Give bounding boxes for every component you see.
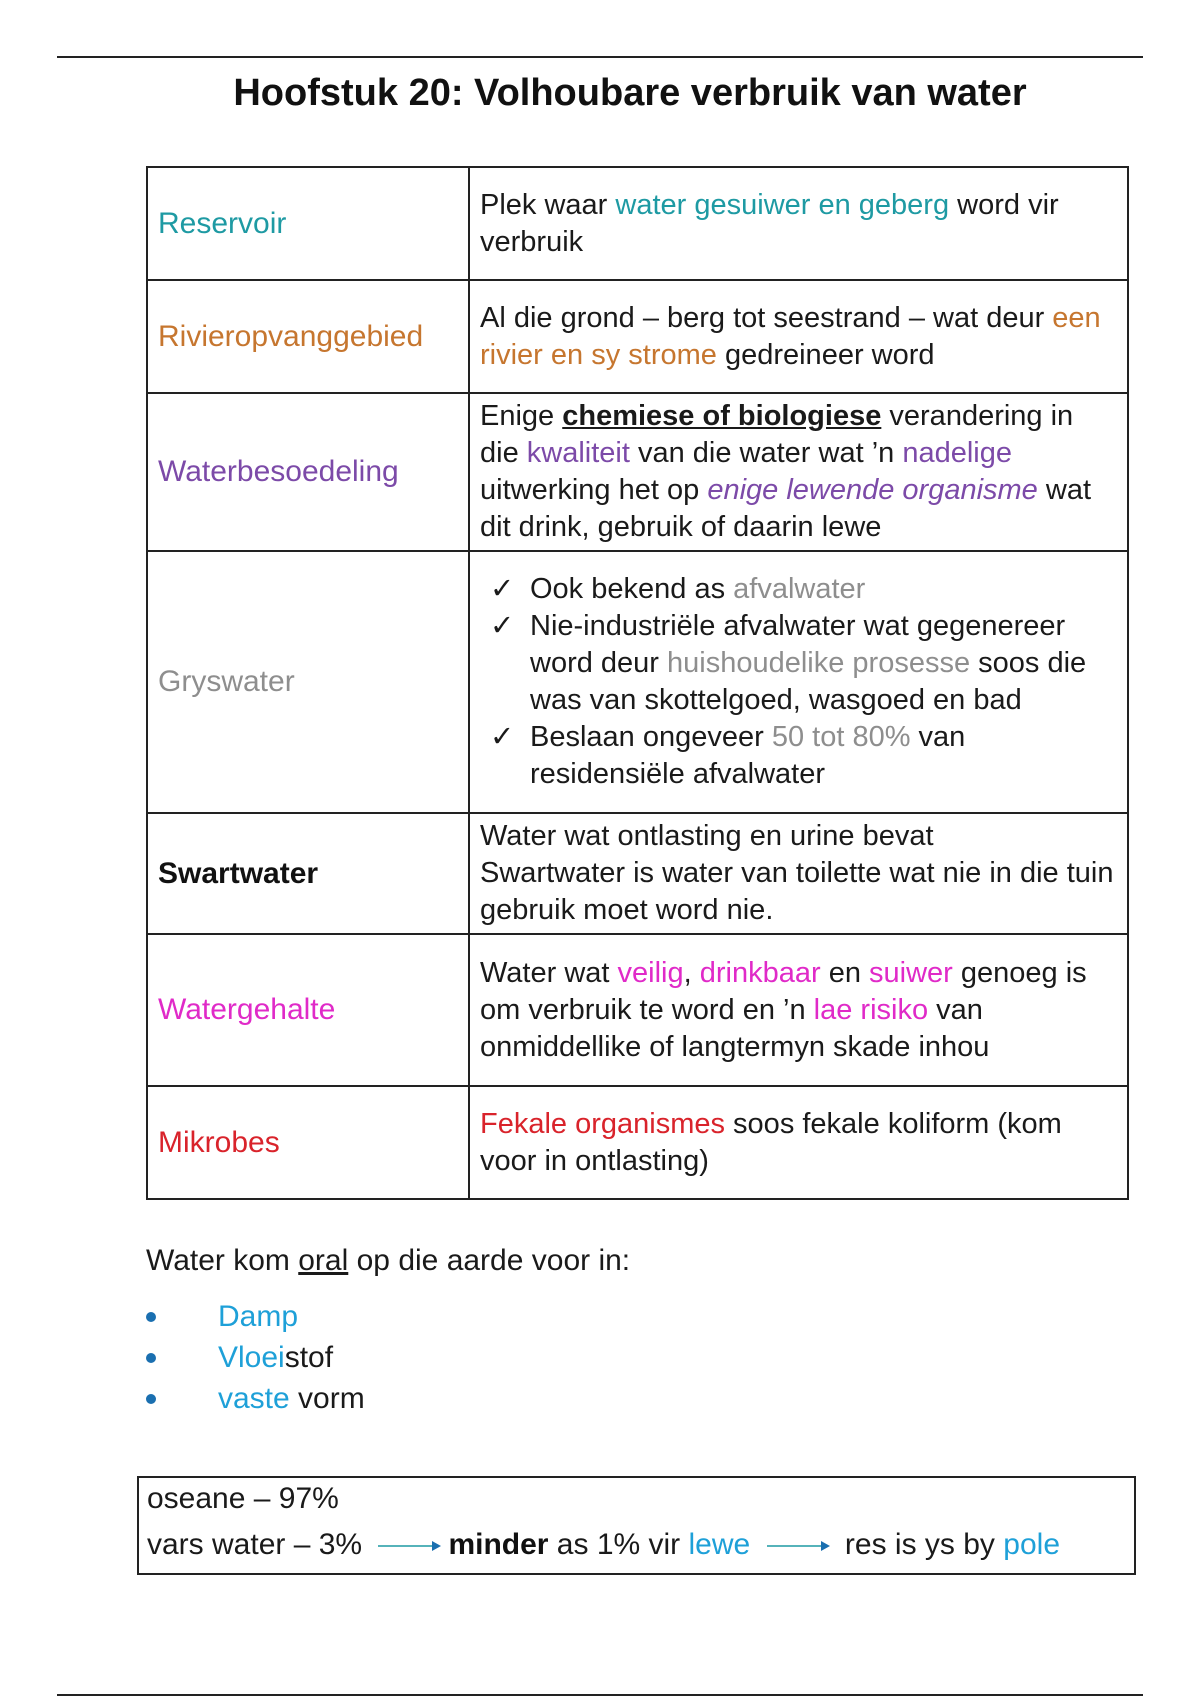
list-item: ✓ Nie-industriële afvalwater wat gegenereer word deur huishoudelike prosesse soos die was van skottelgoed, wasgoed en bad [490,610,1087,716]
list-item: ✓ Beslaan ongeveer 50 tot 80% van residensiële afvalwater [490,721,966,790]
arrow-right-icon [765,1539,831,1553]
gryswater-checklist [480,571,1117,793]
oceans-line: oseane – 97% [147,1482,339,1515]
term-mikrobes: Mikrobes [147,1086,469,1199]
table-row [147,167,1128,280]
term-swartwater: Swartwater [147,813,469,934]
arrow-right-icon [376,1539,442,1553]
check-icon: ✓ [490,721,515,753]
table-row [147,551,1128,813]
list-item: vaste vorm [146,1378,365,1419]
bullet-icon [146,1312,156,1322]
intro-text: Water kom oral op die aarde voor in: [146,1244,631,1277]
check-icon: ✓ [490,610,515,642]
definition-swartwater: Water wat ontlasting en urine bevat Swartwater is water van toilette wat nie in die tuin gebruik moet word nie. [469,813,1128,934]
term-rivieropvanggebied: Rivieropvanggebied [147,280,469,393]
term-watergehalte: Watergehalte [147,934,469,1086]
definition-rivieropvanggebied: Al die grond – berg tot seestrand – wat deur een rivier en sy strome gedreineer word [469,280,1128,393]
check-icon: ✓ [490,573,515,605]
table-row [147,280,1128,393]
top-rule [57,56,1143,58]
definitions-table [146,166,1129,1200]
definition-gryswater [469,551,1128,813]
table-row [147,934,1128,1086]
list-item: Damp [146,1296,365,1337]
definition-reservoir: Plek waar water gesuiwer en geberg word vir verbruik [469,167,1128,280]
freshwater-line: vars water – 3% minder as 1% vir lewe res is ys by pole [147,1528,1060,1561]
term-waterbesoedeling: Waterbesoedeling [147,393,469,551]
bullet-icon [146,1353,156,1363]
table-row [147,813,1128,934]
bullet-icon [146,1394,156,1404]
term-reservoir: Reservoir [147,167,469,280]
definition-waterbesoedeling: Enige chemiese of biologiese verandering in die kwaliteit van die water wat ’n nadelige uitwerking het op enige lewende organisme wat dit drink, gebruik of daarin lewe [469,393,1128,551]
list-item: ✓ Ook bekend as afvalwater [480,571,1117,608]
states-list [146,1296,365,1419]
term-gryswater: Gryswater [147,551,469,813]
table-row [147,1086,1128,1199]
table-row [147,393,1128,551]
definition-mikrobes: Fekale organismes soos fekale koliform (kom voor in ontlasting) [469,1086,1128,1199]
definition-watergehalte: Water wat veilig, drinkbaar en suiwer genoeg is om verbruik te word en ’n lae risiko van onmiddellike of langtermyn skade inhou [469,934,1128,1086]
water-distribution-box [137,1476,1136,1575]
bottom-rule [57,1694,1143,1696]
list-item: Vloeistof [146,1337,365,1378]
page-title: Hoofstuk 20: Volhoubare verbruik van water [233,72,1027,114]
